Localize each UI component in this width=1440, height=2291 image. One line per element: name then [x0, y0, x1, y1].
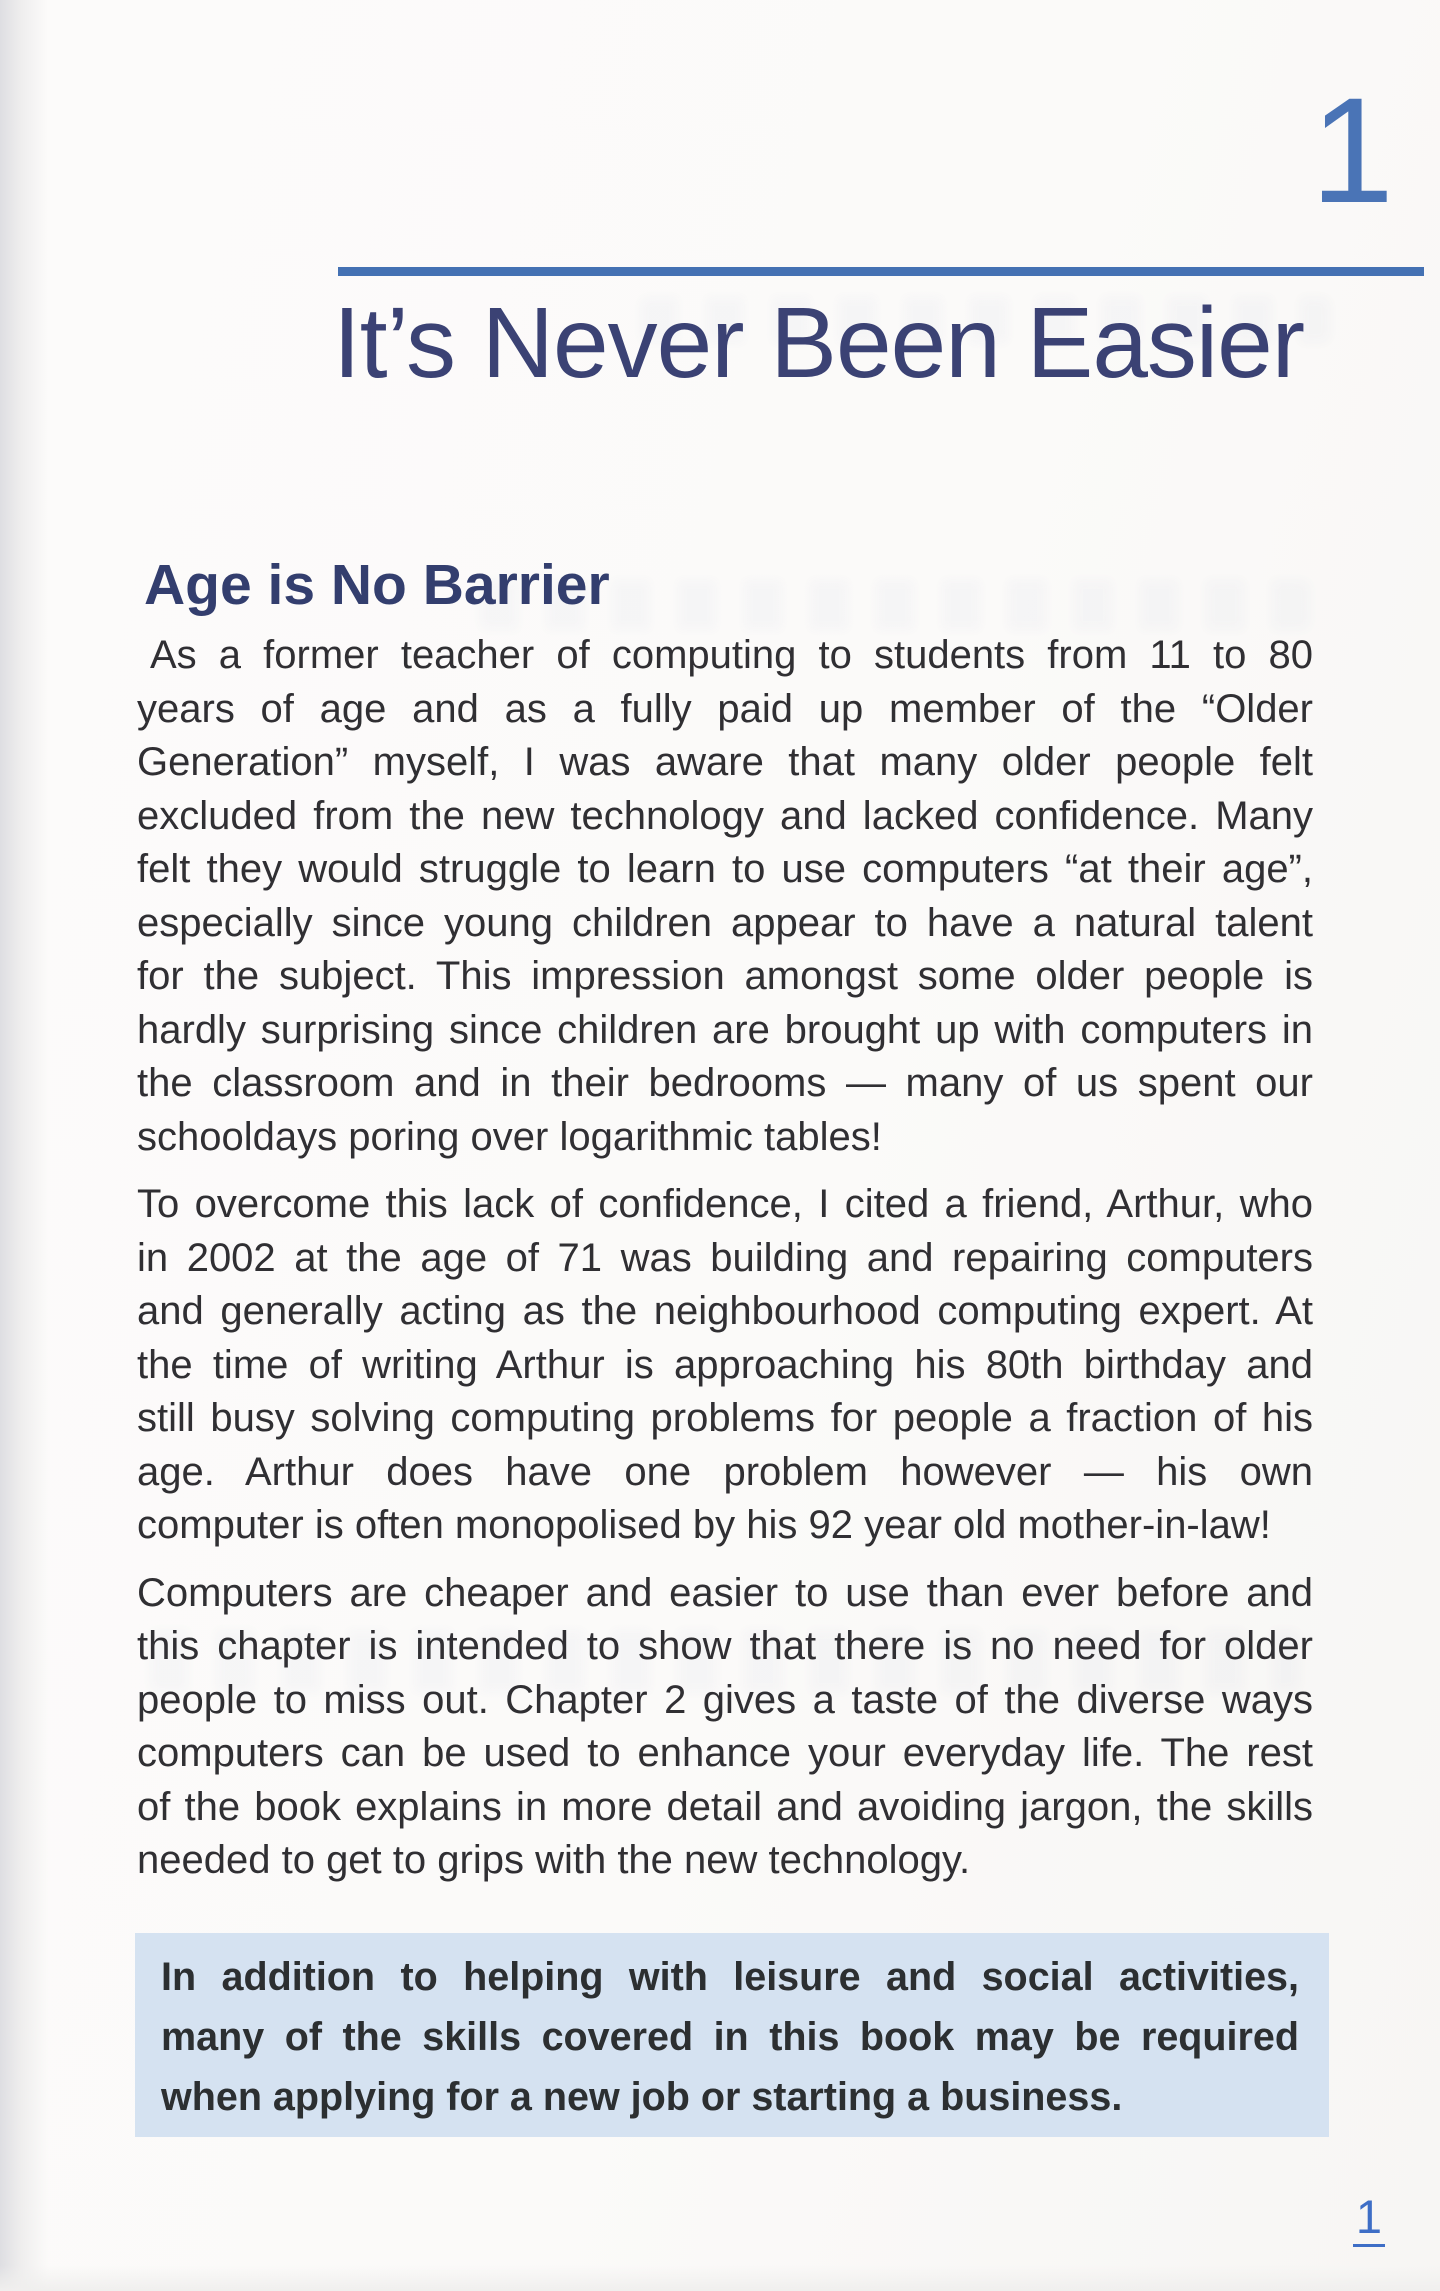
- paragraph: [137, 1567, 1313, 1888]
- text-line: computer is often monopolised by his 92 year old mother-in-law!: [137, 1503, 1271, 1547]
- text-line: felt they would struggle to learn to use computers “at their age”,: [137, 847, 1313, 891]
- text-line: In addition to helping with leisure and social activities,: [161, 1955, 1299, 1999]
- text-line: when applying for a new job or starting a business.: [161, 2075, 1123, 2119]
- text-line: for the subject. This impression amongst some older people is: [137, 954, 1313, 998]
- text-line: age. Arthur does have one problem however — his own: [137, 1449, 1313, 1494]
- text-line: and generally acting as the neighbourhood computing expert. At: [137, 1289, 1313, 1333]
- text-line: the time of writing Arthur is approaching his 80th birthday and: [137, 1342, 1313, 1387]
- text-line: To overcome this lack of confidence, I cited a friend, Arthur, who: [137, 1182, 1313, 1226]
- text-line: years of age and as a fully paid up member of the “Older: [137, 686, 1313, 731]
- body-text: [137, 629, 1313, 1888]
- text-line: in 2002 at the age of 71 was building and repairing computers: [137, 1235, 1313, 1280]
- text-line: this chapter is intended to show that there is no need for older: [137, 1624, 1313, 1668]
- section-heading: Age is No Barrier: [144, 553, 610, 617]
- text-line: people to miss out. Chapter 2 gives a taste of the diverse ways: [137, 1677, 1313, 1722]
- callout-box: [135, 1933, 1329, 2137]
- text-line: Computers are cheaper and easier to use than ever before and: [137, 1570, 1313, 1615]
- chapter-title: It’s Never Been Easier: [333, 287, 1305, 399]
- page-number: 1: [1353, 2193, 1385, 2247]
- text-line: the classroom and in their bedrooms — many of us spent our: [137, 1061, 1313, 1105]
- text-line: especially since young children appear to have a natural talent: [137, 900, 1313, 945]
- text-line: needed to get to grips with the new technology.: [137, 1838, 971, 1882]
- text-line: schooldays poring over logarithmic tables!: [137, 1114, 882, 1159]
- text-line: still busy solving computing problems for people a fraction of his: [137, 1396, 1313, 1440]
- paragraph: [137, 1178, 1313, 1553]
- text-line: hardly surprising since children are brought up with computers in: [137, 1007, 1313, 1052]
- paragraph: [137, 629, 1313, 1164]
- page-bottom-shadow: [0, 2265, 1440, 2291]
- text-line: of the book explains in more detail and avoiding jargon, the skills: [137, 1784, 1313, 1829]
- text-line: many of the skills covered in this book may be required: [161, 2015, 1299, 2059]
- text-line: computers can be used to enhance your everyday life. The rest: [137, 1731, 1313, 1775]
- text-line: As a former teacher of computing to students from 11 to 80: [150, 633, 1313, 677]
- chapter-title-rule: [338, 267, 1424, 276]
- chapter-number: 1: [1310, 66, 1394, 234]
- text-line: excluded from the new technology and lacked confidence. Many: [137, 793, 1313, 838]
- text-line: Generation” myself, I was aware that many older people felt: [137, 740, 1313, 784]
- page-edge-shadow: [0, 0, 48, 2291]
